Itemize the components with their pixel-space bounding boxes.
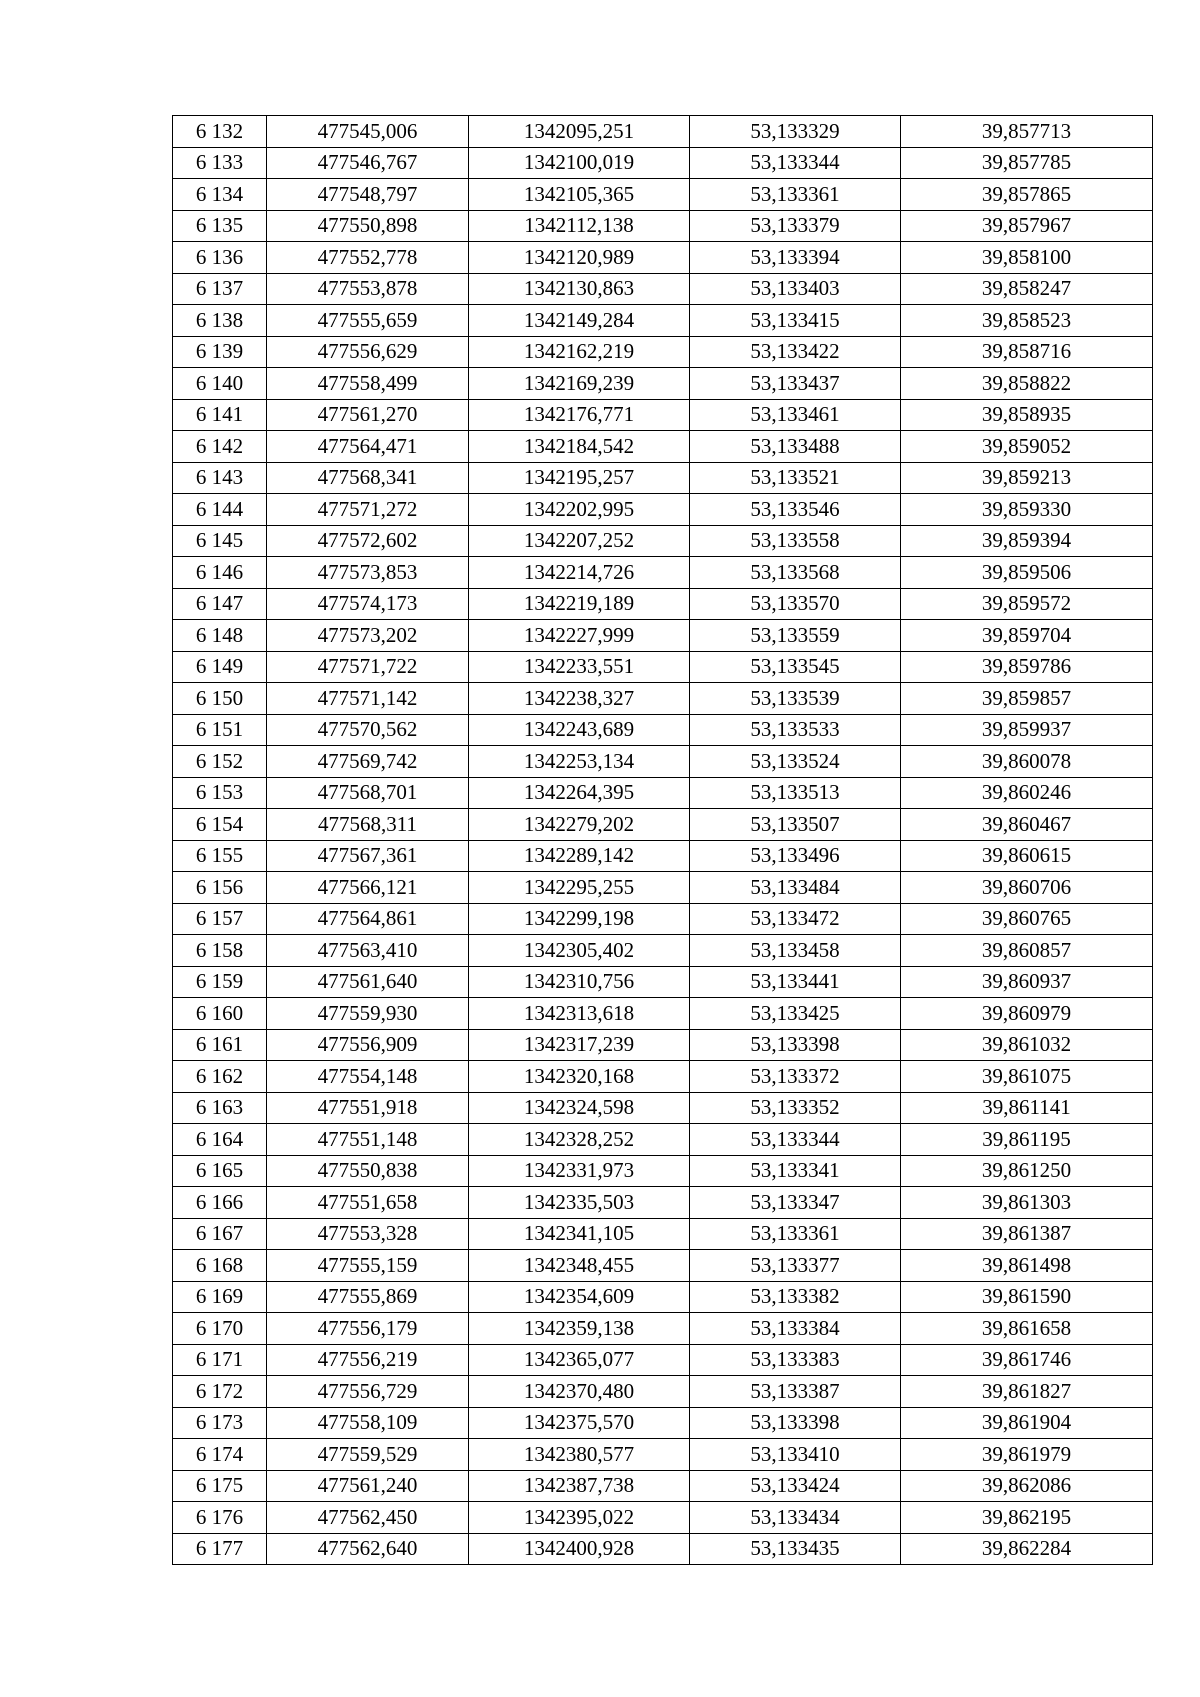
longitude-cell: 39,858247 [901,273,1153,305]
y-coordinate-cell: 1342253,134 [469,746,690,778]
y-coordinate-cell: 1342227,999 [469,620,690,652]
x-coordinate-cell: 477564,861 [267,903,469,935]
table-row [173,557,1153,589]
longitude-cell: 39,858523 [901,305,1153,337]
x-coordinate-cell: 477563,410 [267,935,469,967]
latitude-cell: 53,133559 [690,620,901,652]
y-coordinate-cell: 1342313,618 [469,998,690,1030]
longitude-cell: 39,859572 [901,588,1153,620]
x-coordinate-cell: 477573,853 [267,557,469,589]
longitude-cell: 39,858716 [901,336,1153,368]
table-row [173,305,1153,337]
longitude-cell: 39,860246 [901,777,1153,809]
x-coordinate-cell: 477556,729 [267,1376,469,1408]
point-number-cell: 6 164 [173,1124,267,1156]
x-coordinate-cell: 477550,898 [267,210,469,242]
x-coordinate-cell: 477571,272 [267,494,469,526]
x-coordinate-cell: 477569,742 [267,746,469,778]
x-coordinate-cell: 477546,767 [267,147,469,179]
latitude-cell: 53,133383 [690,1344,901,1376]
y-coordinate-cell: 1342095,251 [469,116,690,148]
y-coordinate-cell: 1342238,327 [469,683,690,715]
y-coordinate-cell: 1342219,189 [469,588,690,620]
table-row [173,935,1153,967]
x-coordinate-cell: 477567,361 [267,840,469,872]
longitude-cell: 39,861827 [901,1376,1153,1408]
latitude-cell: 53,133513 [690,777,901,809]
y-coordinate-cell: 1342149,284 [469,305,690,337]
y-coordinate-cell: 1342395,022 [469,1502,690,1534]
table-row [173,210,1153,242]
point-number-cell: 6 149 [173,651,267,683]
y-coordinate-cell: 1342365,077 [469,1344,690,1376]
latitude-cell: 53,133425 [690,998,901,1030]
latitude-cell: 53,133384 [690,1313,901,1345]
point-number-cell: 6 135 [173,210,267,242]
latitude-cell: 53,133398 [690,1029,901,1061]
point-number-cell: 6 142 [173,431,267,463]
point-number-cell: 6 139 [173,336,267,368]
latitude-cell: 53,133539 [690,683,901,715]
point-number-cell: 6 174 [173,1439,267,1471]
longitude-cell: 39,861904 [901,1407,1153,1439]
x-coordinate-cell: 477568,311 [267,809,469,841]
table-row [173,1470,1153,1502]
point-number-cell: 6 177 [173,1533,267,1565]
x-coordinate-cell: 477555,659 [267,305,469,337]
longitude-cell: 39,861075 [901,1061,1153,1093]
table-row [173,746,1153,778]
table-row [173,1376,1153,1408]
latitude-cell: 53,133458 [690,935,901,967]
table-row [173,1281,1153,1313]
point-number-cell: 6 168 [173,1250,267,1282]
latitude-cell: 53,133415 [690,305,901,337]
latitude-cell: 53,133403 [690,273,901,305]
latitude-cell: 53,133484 [690,872,901,904]
point-number-cell: 6 143 [173,462,267,494]
table-row [173,1439,1153,1471]
longitude-cell: 39,859857 [901,683,1153,715]
table-row [173,998,1153,1030]
longitude-cell: 39,861032 [901,1029,1153,1061]
longitude-cell: 39,861195 [901,1124,1153,1156]
y-coordinate-cell: 1342243,689 [469,714,690,746]
latitude-cell: 53,133568 [690,557,901,589]
y-coordinate-cell: 1342354,609 [469,1281,690,1313]
y-coordinate-cell: 1342359,138 [469,1313,690,1345]
x-coordinate-cell: 477548,797 [267,179,469,211]
latitude-cell: 53,133546 [690,494,901,526]
y-coordinate-cell: 1342375,570 [469,1407,690,1439]
longitude-cell: 39,857713 [901,116,1153,148]
y-coordinate-cell: 1342120,989 [469,242,690,274]
point-number-cell: 6 144 [173,494,267,526]
longitude-cell: 39,862195 [901,1502,1153,1534]
table-row [173,1313,1153,1345]
latitude-cell: 53,133496 [690,840,901,872]
point-number-cell: 6 171 [173,1344,267,1376]
latitude-cell: 53,133488 [690,431,901,463]
y-coordinate-cell: 1342169,239 [469,368,690,400]
x-coordinate-cell: 477564,471 [267,431,469,463]
y-coordinate-cell: 1342400,928 [469,1533,690,1565]
table-row [173,462,1153,494]
longitude-cell: 39,859052 [901,431,1153,463]
latitude-cell: 53,133461 [690,399,901,431]
longitude-cell: 39,859394 [901,525,1153,557]
longitude-cell: 39,861141 [901,1092,1153,1124]
point-number-cell: 6 140 [173,368,267,400]
y-coordinate-cell: 1342335,503 [469,1187,690,1219]
y-coordinate-cell: 1342264,395 [469,777,690,809]
longitude-cell: 39,860937 [901,966,1153,998]
x-coordinate-cell: 477553,878 [267,273,469,305]
table-row [173,431,1153,463]
coordinates-table-body [173,116,1153,1565]
x-coordinate-cell: 477573,202 [267,620,469,652]
y-coordinate-cell: 1342233,551 [469,651,690,683]
point-number-cell: 6 148 [173,620,267,652]
x-coordinate-cell: 477555,159 [267,1250,469,1282]
longitude-cell: 39,860615 [901,840,1153,872]
x-coordinate-cell: 477554,148 [267,1061,469,1093]
table-row [173,1344,1153,1376]
latitude-cell: 53,133352 [690,1092,901,1124]
table-row [173,399,1153,431]
table-row [173,1061,1153,1093]
table-row [173,1533,1153,1565]
latitude-cell: 53,133394 [690,242,901,274]
table-row [173,494,1153,526]
latitude-cell: 53,133344 [690,147,901,179]
longitude-cell: 39,858935 [901,399,1153,431]
x-coordinate-cell: 477572,602 [267,525,469,557]
longitude-cell: 39,860467 [901,809,1153,841]
latitude-cell: 53,133372 [690,1061,901,1093]
y-coordinate-cell: 1342105,365 [469,179,690,211]
table-row [173,777,1153,809]
table-row [173,1187,1153,1219]
table-row [173,179,1153,211]
y-coordinate-cell: 1342279,202 [469,809,690,841]
longitude-cell: 39,861303 [901,1187,1153,1219]
table-row [173,903,1153,935]
point-number-cell: 6 175 [173,1470,267,1502]
latitude-cell: 53,133434 [690,1502,901,1534]
table-row [173,1029,1153,1061]
y-coordinate-cell: 1342310,756 [469,966,690,998]
longitude-cell: 39,861387 [901,1218,1153,1250]
latitude-cell: 53,133347 [690,1187,901,1219]
latitude-cell: 53,133424 [690,1470,901,1502]
table-row [173,368,1153,400]
x-coordinate-cell: 477551,918 [267,1092,469,1124]
x-coordinate-cell: 477559,930 [267,998,469,1030]
latitude-cell: 53,133382 [690,1281,901,1313]
y-coordinate-cell: 1342341,105 [469,1218,690,1250]
latitude-cell: 53,133377 [690,1250,901,1282]
x-coordinate-cell: 477556,909 [267,1029,469,1061]
y-coordinate-cell: 1342317,239 [469,1029,690,1061]
point-number-cell: 6 156 [173,872,267,904]
point-number-cell: 6 169 [173,1281,267,1313]
latitude-cell: 53,133521 [690,462,901,494]
x-coordinate-cell: 477545,006 [267,116,469,148]
table-row [173,872,1153,904]
longitude-cell: 39,861250 [901,1155,1153,1187]
table-row [173,620,1153,652]
y-coordinate-cell: 1342184,542 [469,431,690,463]
point-number-cell: 6 160 [173,998,267,1030]
x-coordinate-cell: 477556,219 [267,1344,469,1376]
latitude-cell: 53,133558 [690,525,901,557]
y-coordinate-cell: 1342195,257 [469,462,690,494]
y-coordinate-cell: 1342299,198 [469,903,690,935]
latitude-cell: 53,133441 [690,966,901,998]
point-number-cell: 6 146 [173,557,267,589]
point-number-cell: 6 138 [173,305,267,337]
point-number-cell: 6 176 [173,1502,267,1534]
longitude-cell: 39,860706 [901,872,1153,904]
y-coordinate-cell: 1342100,019 [469,147,690,179]
x-coordinate-cell: 477556,179 [267,1313,469,1345]
point-number-cell: 6 155 [173,840,267,872]
y-coordinate-cell: 1342207,252 [469,525,690,557]
latitude-cell: 53,133524 [690,746,901,778]
point-number-cell: 6 154 [173,809,267,841]
y-coordinate-cell: 1342202,995 [469,494,690,526]
point-number-cell: 6 150 [173,683,267,715]
longitude-cell: 39,858100 [901,242,1153,274]
x-coordinate-cell: 477553,328 [267,1218,469,1250]
point-number-cell: 6 153 [173,777,267,809]
x-coordinate-cell: 477559,529 [267,1439,469,1471]
latitude-cell: 53,133545 [690,651,901,683]
y-coordinate-cell: 1342380,577 [469,1439,690,1471]
latitude-cell: 53,133570 [690,588,901,620]
table-row [173,1250,1153,1282]
table-row [173,1218,1153,1250]
table-row [173,588,1153,620]
latitude-cell: 53,133507 [690,809,901,841]
longitude-cell: 39,860078 [901,746,1153,778]
longitude-cell: 39,859937 [901,714,1153,746]
x-coordinate-cell: 477551,148 [267,1124,469,1156]
point-number-cell: 6 162 [173,1061,267,1093]
longitude-cell: 39,857785 [901,147,1153,179]
longitude-cell: 39,861746 [901,1344,1153,1376]
longitude-cell: 39,859506 [901,557,1153,589]
coordinates-table [172,115,1153,1565]
point-number-cell: 6 132 [173,116,267,148]
x-coordinate-cell: 477568,341 [267,462,469,494]
table-row [173,714,1153,746]
y-coordinate-cell: 1342331,973 [469,1155,690,1187]
longitude-cell: 39,861498 [901,1250,1153,1282]
longitude-cell: 39,860765 [901,903,1153,935]
y-coordinate-cell: 1342214,726 [469,557,690,589]
x-coordinate-cell: 477562,640 [267,1533,469,1565]
x-coordinate-cell: 477551,658 [267,1187,469,1219]
x-coordinate-cell: 477561,240 [267,1470,469,1502]
y-coordinate-cell: 1342130,863 [469,273,690,305]
latitude-cell: 53,133344 [690,1124,901,1156]
x-coordinate-cell: 477562,450 [267,1502,469,1534]
table-row [173,966,1153,998]
point-number-cell: 6 170 [173,1313,267,1345]
x-coordinate-cell: 477558,109 [267,1407,469,1439]
y-coordinate-cell: 1342387,738 [469,1470,690,1502]
point-number-cell: 6 161 [173,1029,267,1061]
x-coordinate-cell: 477561,270 [267,399,469,431]
y-coordinate-cell: 1342112,138 [469,210,690,242]
latitude-cell: 53,133329 [690,116,901,148]
x-coordinate-cell: 477555,869 [267,1281,469,1313]
point-number-cell: 6 147 [173,588,267,620]
point-number-cell: 6 151 [173,714,267,746]
point-number-cell: 6 133 [173,147,267,179]
point-number-cell: 6 163 [173,1092,267,1124]
table-row [173,1502,1153,1534]
table-row [173,1155,1153,1187]
y-coordinate-cell: 1342348,455 [469,1250,690,1282]
latitude-cell: 53,133437 [690,368,901,400]
y-coordinate-cell: 1342289,142 [469,840,690,872]
latitude-cell: 53,133379 [690,210,901,242]
longitude-cell: 39,860857 [901,935,1153,967]
x-coordinate-cell: 477552,778 [267,242,469,274]
x-coordinate-cell: 477561,640 [267,966,469,998]
table-row [173,242,1153,274]
point-number-cell: 6 137 [173,273,267,305]
x-coordinate-cell: 477558,499 [267,368,469,400]
table-row [173,1092,1153,1124]
y-coordinate-cell: 1342176,771 [469,399,690,431]
latitude-cell: 53,133387 [690,1376,901,1408]
longitude-cell: 39,861590 [901,1281,1153,1313]
point-number-cell: 6 165 [173,1155,267,1187]
longitude-cell: 39,862284 [901,1533,1153,1565]
table-row [173,1124,1153,1156]
y-coordinate-cell: 1342162,219 [469,336,690,368]
longitude-cell: 39,857967 [901,210,1153,242]
table-row [173,809,1153,841]
table-row [173,683,1153,715]
point-number-cell: 6 166 [173,1187,267,1219]
table-row [173,840,1153,872]
y-coordinate-cell: 1342305,402 [469,935,690,967]
point-number-cell: 6 167 [173,1218,267,1250]
x-coordinate-cell: 477571,722 [267,651,469,683]
x-coordinate-cell: 477556,629 [267,336,469,368]
longitude-cell: 39,861979 [901,1439,1153,1471]
longitude-cell: 39,859330 [901,494,1153,526]
y-coordinate-cell: 1342320,168 [469,1061,690,1093]
point-number-cell: 6 152 [173,746,267,778]
latitude-cell: 53,133435 [690,1533,901,1565]
latitude-cell: 53,133341 [690,1155,901,1187]
y-coordinate-cell: 1342324,598 [469,1092,690,1124]
longitude-cell: 39,860979 [901,998,1153,1030]
y-coordinate-cell: 1342370,480 [469,1376,690,1408]
point-number-cell: 6 145 [173,525,267,557]
longitude-cell: 39,858822 [901,368,1153,400]
longitude-cell: 39,859704 [901,620,1153,652]
point-number-cell: 6 136 [173,242,267,274]
latitude-cell: 53,133361 [690,179,901,211]
latitude-cell: 53,133398 [690,1407,901,1439]
point-number-cell: 6 159 [173,966,267,998]
longitude-cell: 39,857865 [901,179,1153,211]
longitude-cell: 39,862086 [901,1470,1153,1502]
latitude-cell: 53,133533 [690,714,901,746]
longitude-cell: 39,861658 [901,1313,1153,1345]
point-number-cell: 6 141 [173,399,267,431]
table-row [173,147,1153,179]
point-number-cell: 6 134 [173,179,267,211]
table-row [173,116,1153,148]
longitude-cell: 39,859213 [901,462,1153,494]
point-number-cell: 6 158 [173,935,267,967]
y-coordinate-cell: 1342328,252 [469,1124,690,1156]
latitude-cell: 53,133472 [690,903,901,935]
x-coordinate-cell: 477574,173 [267,588,469,620]
table-row [173,336,1153,368]
latitude-cell: 53,133422 [690,336,901,368]
table-row [173,1407,1153,1439]
point-number-cell: 6 172 [173,1376,267,1408]
latitude-cell: 53,133361 [690,1218,901,1250]
y-coordinate-cell: 1342295,255 [469,872,690,904]
point-number-cell: 6 157 [173,903,267,935]
table-row [173,273,1153,305]
point-number-cell: 6 173 [173,1407,267,1439]
x-coordinate-cell: 477566,121 [267,872,469,904]
x-coordinate-cell: 477570,562 [267,714,469,746]
table-row [173,525,1153,557]
table-row [173,651,1153,683]
x-coordinate-cell: 477571,142 [267,683,469,715]
longitude-cell: 39,859786 [901,651,1153,683]
latitude-cell: 53,133410 [690,1439,901,1471]
x-coordinate-cell: 477568,701 [267,777,469,809]
x-coordinate-cell: 477550,838 [267,1155,469,1187]
